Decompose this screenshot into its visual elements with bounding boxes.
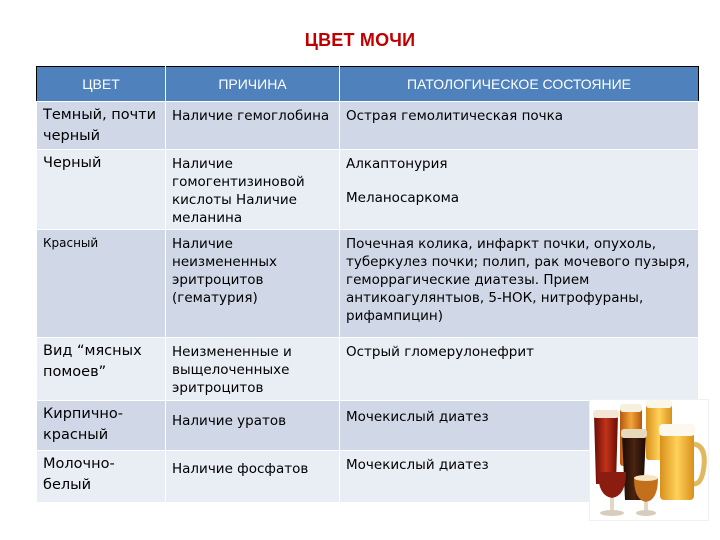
cell-cause: Наличие неизмененных эритроцитов (гематурия)	[166, 230, 340, 338]
condition-text: Острая гемолитическая почка	[346, 108, 564, 124]
condition-text: Мочекислый диатез	[346, 409, 489, 425]
header-color: ЦВЕТ	[37, 67, 166, 102]
table-row	[37, 338, 699, 401]
cell-color: Кирпично-красный	[37, 401, 166, 451]
cell-cause: Неизмененные и выщелоченныхе эритроцитов	[166, 338, 340, 401]
cell-color: Молочно-белый	[37, 451, 166, 503]
header-cause: ПРИЧИНА	[166, 67, 340, 102]
cell-color: Темный, почти черный	[37, 102, 166, 150]
table-row	[37, 230, 699, 338]
table-row	[37, 150, 699, 230]
cell-color: Вид “мясных помоев”	[37, 338, 166, 401]
table-row	[37, 102, 699, 150]
cell-condition	[340, 150, 699, 230]
cell-condition	[340, 102, 699, 150]
condition-text: Острый гломерулонефрит	[346, 344, 535, 360]
cell-cause: Наличие гомогентизиновой кислоты Наличие меланина	[166, 150, 340, 230]
cell-condition	[340, 230, 699, 338]
cell-condition	[340, 338, 699, 401]
condition-text: Мочекислый диатез	[346, 457, 489, 473]
header-condition: ПАТОЛОГИЧЕСКОЕ СОСТОЯНИЕ	[340, 67, 699, 102]
cell-color: Красный	[37, 230, 166, 338]
page-title: ЦВЕТ МОЧИ	[304, 30, 416, 50]
cell-cause: Наличие фосфатов	[166, 451, 340, 503]
condition-text: Почечная колика, инфаркт почки, опухоль, туберкулез почки; полип, рак мочевого пузыря, геморрагические диатезы. Прием антикоагулянтыов, 5-НОК, нитрофураны, рифампицин)	[346, 236, 690, 324]
table-header-row	[37, 67, 699, 102]
cell-color: Черный	[37, 150, 166, 230]
condition-text: Меланосаркома	[346, 190, 460, 206]
condition-text: Алкаптонурия	[346, 156, 448, 172]
beer-glasses-icon	[590, 400, 708, 520]
cell-cause: Наличие уратов	[166, 401, 340, 451]
cell-cause: Наличие гемоглобина	[166, 102, 340, 150]
beer-glasses-photo	[590, 400, 708, 520]
